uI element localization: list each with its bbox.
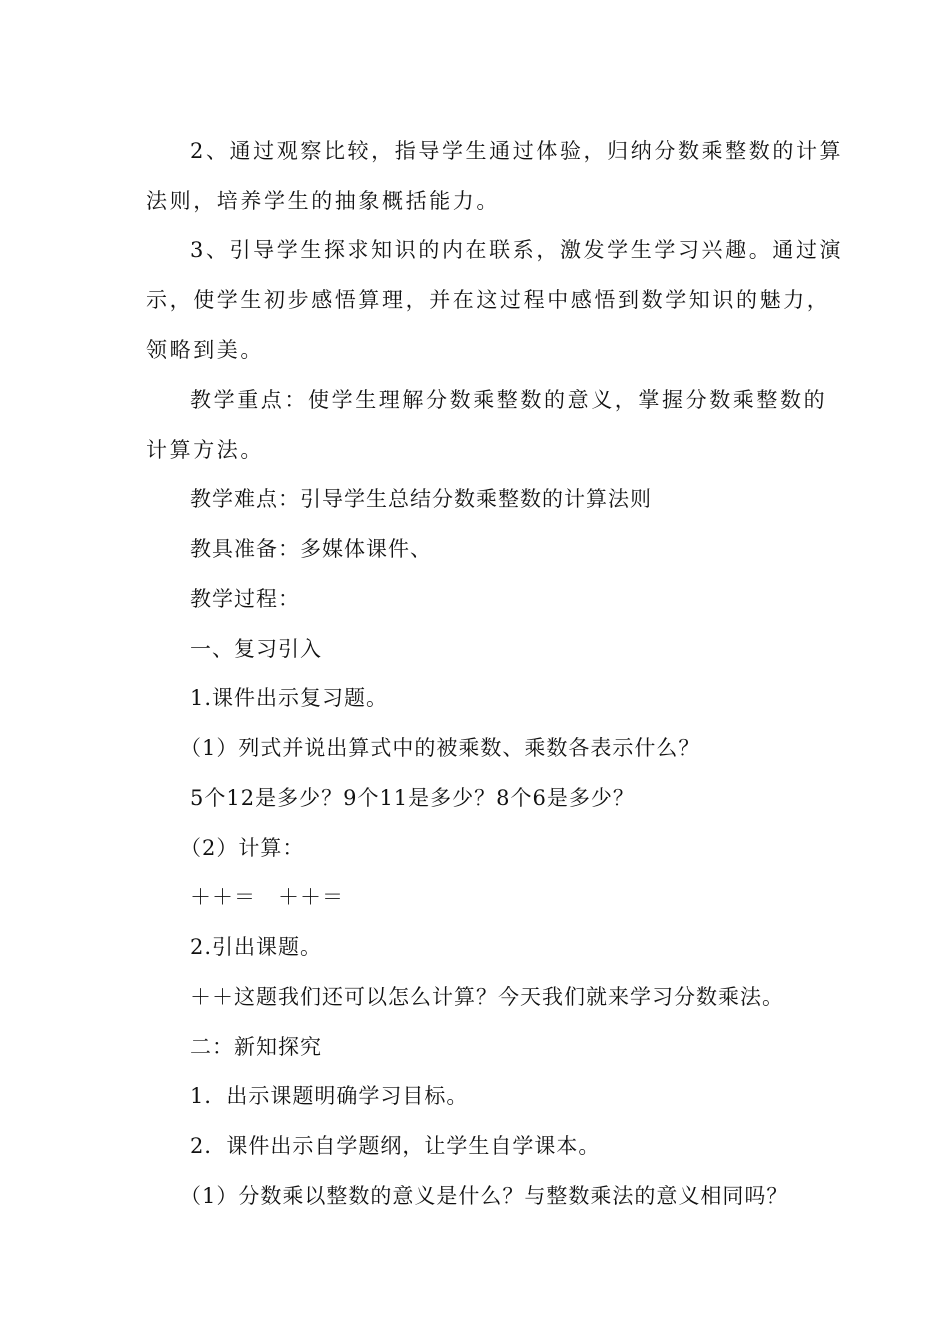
section-heading-new-knowledge: 二：新知探究: [190, 1035, 322, 1059]
introduce-topic-text: ＋＋这题我们还可以怎么计算？今天我们就来学习分数乘法。: [190, 985, 784, 1009]
paragraph-objective-2: 2、通过观察比较，指导学生通过体验，归纳分数乘整数的计算: [190, 139, 844, 163]
review-item-1: （1）列式并说出算式中的被乘数、乘数各表示什么？: [180, 736, 701, 760]
step-review-question: 1.课件出示复习题。: [190, 686, 389, 710]
paragraph-process: 教学过程：: [190, 587, 300, 611]
paragraph-objective-3: 3、引导学生探求知识的内在联系，激发学生学习兴趣。通过演: [190, 238, 844, 262]
review-item-1-questions: 5个12是多少？9个11是多少？8个6是多少？: [190, 786, 635, 810]
paragraph-difficulty: 教学难点：引导学生总结分数乘整数的计算法则: [190, 487, 652, 511]
new-knowledge-step-2: 2．课件出示自学题纲，让学生自学课本。: [190, 1134, 601, 1158]
review-item-2: （2）计算：: [180, 836, 305, 860]
paragraph-objective-2-cont: 法则，培养学生的抽象概括能力。: [146, 189, 500, 213]
paragraph-key-point-cont: 计算方法。: [146, 438, 264, 462]
paragraph-key-point: 教学重点：使学生理解分数乘整数的意义，掌握分数乘整数的: [190, 388, 828, 412]
paragraph-materials: 教具准备：多媒体课件、: [190, 537, 432, 561]
paragraph-objective-3-end: 领略到美。: [146, 338, 264, 362]
step-introduce-topic: 2.引出课题。: [190, 935, 323, 959]
self-study-question-1: （1）分数乘以整数的意义是什么？与整数乘法的意义相同吗？: [180, 1184, 789, 1208]
new-knowledge-step-1: 1．出示课题明确学习目标。: [190, 1084, 469, 1108]
paragraph-objective-3-cont: 示，使学生初步感悟算理，并在这过程中感悟到数学知识的魅力，: [146, 288, 831, 312]
review-item-2-expressions: ＋＋＝ ＋＋＝: [190, 885, 344, 909]
section-heading-review: 一、复习引入: [190, 637, 322, 661]
